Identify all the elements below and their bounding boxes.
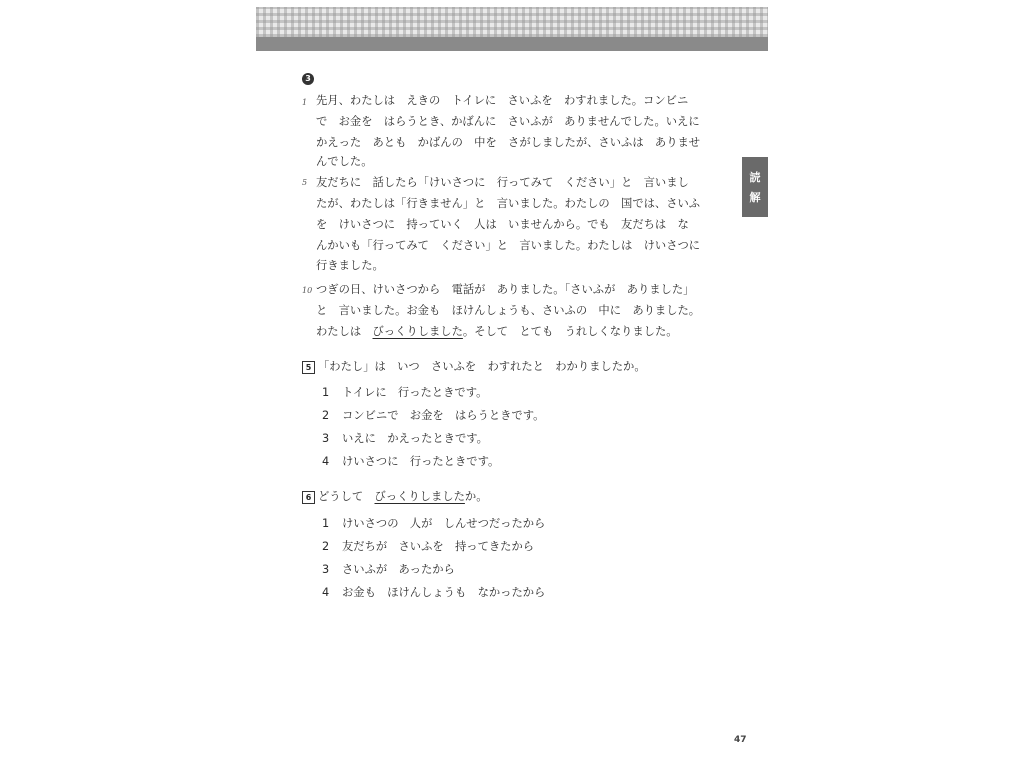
option-text: トイレに 行ったときです。 [342, 386, 488, 399]
passage-line: かえった あとも かばんの 中を さがしましたが、さいふは ありませ [316, 136, 701, 149]
option-number: 2 [322, 540, 330, 553]
passage-line: つぎの日、けいさつから 電話が ありました。「さいふが ありました」 [316, 283, 695, 296]
passage-line: で お金を はらうとき、かばんに さいふが ありませんでした。いえに [316, 115, 700, 128]
option-number: 3 [322, 432, 330, 445]
passage-line: んかいも「行ってみて ください」と 言いました。わたしは けいさつに [316, 239, 701, 252]
line-marker-10: 10 [302, 286, 313, 295]
question-5-option-4[interactable] [322, 455, 499, 469]
section-tab-char-1: 読 [749, 170, 761, 184]
option-text: けいさつに 行ったときです。 [342, 455, 500, 468]
question-5-text: 「わたし」は いつ さいふを わすれたと わかりましたか。 [318, 360, 646, 373]
option-text: いえに かえったときです。 [342, 432, 488, 445]
passage-line: を けいさつに 持っていく 人は いませんから。でも 友だちは な [316, 218, 689, 231]
question-6-number: 6 [302, 491, 315, 504]
question-6-option-2[interactable] [322, 540, 534, 554]
option-number: 4 [322, 586, 330, 599]
option-number: 1 [322, 517, 330, 530]
passage-line: 先月、わたしは えきの トイレに さいふを わすれました。コンビニ [316, 94, 689, 107]
passage-last-line-post: 。そして とても うれしくなりました。 [462, 325, 678, 338]
question-6-option-1[interactable] [322, 517, 545, 531]
question-6-text-pre: どうして [318, 490, 375, 503]
question-6-option-3[interactable] [322, 563, 455, 577]
passage-number-badge: 3 [302, 73, 314, 85]
header-pattern [256, 7, 768, 37]
header-bar [256, 37, 768, 51]
underlined-phrase: びっくりしました [374, 490, 465, 503]
passage-line: んでした。 [316, 155, 373, 168]
line-marker-5: 5 [302, 178, 308, 187]
underlined-phrase: びっくりしました [372, 325, 463, 338]
option-text: お金も ほけんしょうも なかったから [342, 586, 546, 599]
question-5-option-2[interactable] [322, 409, 544, 423]
option-number: 2 [322, 409, 330, 422]
passage-last-line [316, 325, 726, 339]
section-tab [742, 157, 768, 217]
option-number: 3 [322, 563, 330, 576]
passage-last-line-pre: わたしは [316, 325, 373, 338]
passage-line: と 言いました。お金も ほけんしょうも、さいふの 中に ありました。 [316, 304, 701, 317]
section-tab-char-2: 解 [749, 190, 761, 204]
option-text: コンビニで お金を はらうときです。 [342, 409, 545, 422]
option-number: 4 [322, 455, 330, 468]
question-6-text [318, 490, 488, 504]
question-5-number: 5 [302, 361, 315, 374]
option-number: 1 [322, 386, 330, 399]
passage-line: 行きました。 [316, 259, 384, 272]
question-5-option-1[interactable] [322, 386, 487, 400]
page-number: 47 [734, 735, 747, 745]
question-5-option-3[interactable] [322, 432, 488, 446]
option-text: 友だちが さいふを 持ってきたから [342, 540, 535, 553]
passage-line: 友だちに 話したら「けいさつに 行ってみて ください」と 言いまし [316, 176, 689, 189]
question-6-option-4[interactable] [322, 586, 545, 600]
question-6-text-post: か。 [464, 490, 488, 503]
option-text: さいふが あったから [342, 563, 455, 576]
option-text: けいさつの 人が しんせつだったから [342, 517, 546, 530]
passage-line: たが、わたしは「行きません」と 言いました。わたしの 国では、さいふ [316, 197, 701, 210]
line-marker-1: 1 [302, 98, 308, 107]
